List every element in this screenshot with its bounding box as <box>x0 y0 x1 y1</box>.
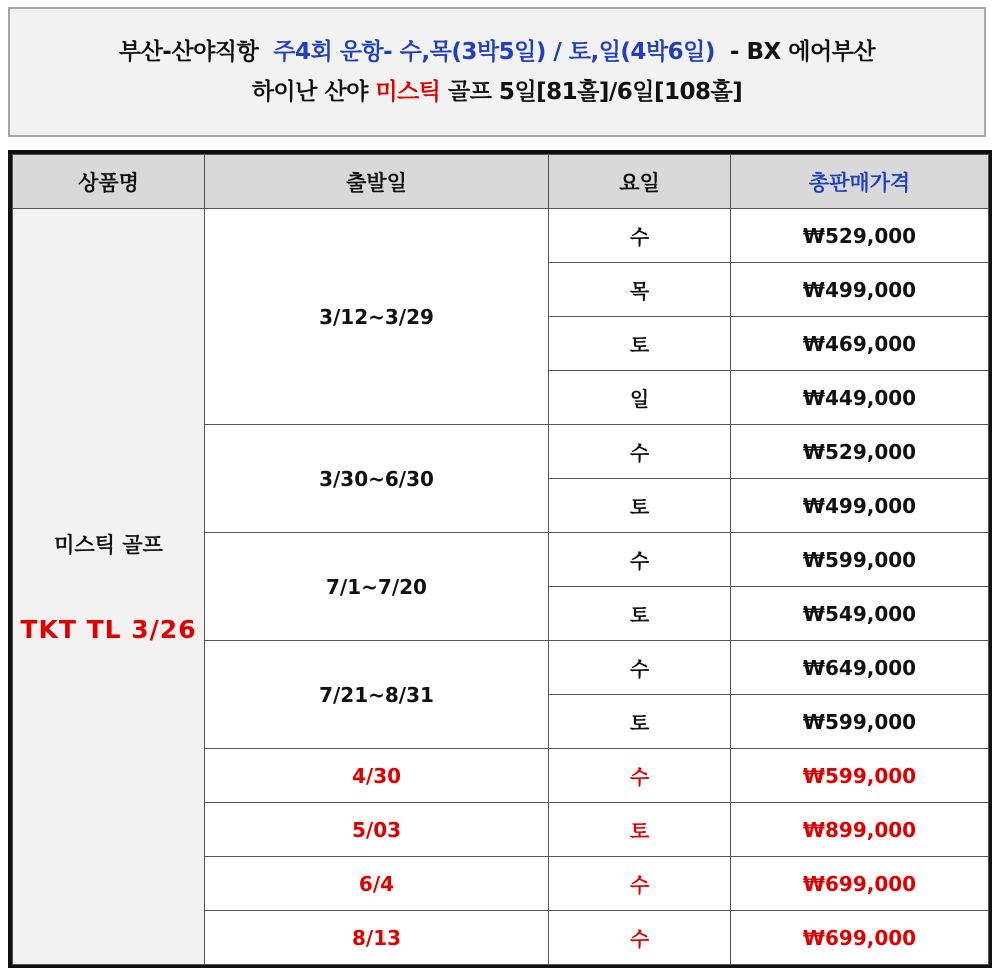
weekday-cell: 수 <box>549 911 731 965</box>
column-header-weekday: 요일 <box>549 155 731 209</box>
special-date: 4/30 <box>205 749 549 803</box>
price-cell: ₩899,000 <box>731 803 989 857</box>
price-cell: ₩499,000 <box>731 263 989 317</box>
table-row <box>13 209 989 263</box>
departure-range: 7/21~8/31 <box>205 641 549 749</box>
product-name: 미스틱 골프 <box>54 533 163 557</box>
departure-range: 3/30~6/30 <box>205 425 549 533</box>
weekday-cell: 수 <box>549 641 731 695</box>
weekday-cell: 일 <box>549 371 731 425</box>
weekday-cell: 수 <box>549 533 731 587</box>
weekday-cell: 토 <box>549 587 731 641</box>
column-header-departure: 출발일 <box>205 155 549 209</box>
price-cell: ₩449,000 <box>731 371 989 425</box>
price-cell: ₩699,000 <box>731 857 989 911</box>
airline-text: - BX 에어부산 <box>714 39 876 65</box>
price-cell: ₩529,000 <box>731 425 989 479</box>
title-banner <box>8 7 986 137</box>
weekday-cell: 토 <box>549 479 731 533</box>
price-table <box>12 154 989 965</box>
schedule-text: 주4회 운항- 수,목(3박5일) / 토,일(4박6일) <box>273 39 715 65</box>
weekday-cell: 목 <box>549 263 731 317</box>
price-cell: ₩499,000 <box>731 479 989 533</box>
price-cell: ₩599,000 <box>731 749 989 803</box>
price-cell: ₩599,000 <box>731 695 989 749</box>
special-date: 6/4 <box>205 857 549 911</box>
package-text: 골프 5일[81홀]/6일[108홀] <box>440 79 743 105</box>
weekday-cell: 수 <box>549 209 731 263</box>
title-line-2 <box>252 72 743 112</box>
route-text: 부산-산야직항 <box>118 39 274 65</box>
ticket-limit: TKT TL 3/26 <box>20 615 197 644</box>
course-name-text: 미스틱 <box>375 79 441 105</box>
departure-range: 3/12~3/29 <box>205 209 549 425</box>
price-cell: ₩469,000 <box>731 317 989 371</box>
table-header-row <box>13 155 989 209</box>
price-cell: ₩549,000 <box>731 587 989 641</box>
price-table-frame <box>8 150 992 968</box>
weekday-cell: 토 <box>549 317 731 371</box>
weekday-cell: 토 <box>549 803 731 857</box>
product-cell <box>13 209 205 965</box>
weekday-cell: 수 <box>549 857 731 911</box>
weekday-cell: 수 <box>549 749 731 803</box>
destination-text: 하이난 산야 <box>251 79 376 105</box>
weekday-cell: 수 <box>549 425 731 479</box>
title-line-1 <box>119 32 875 72</box>
weekday-cell: 토 <box>549 695 731 749</box>
price-cell: ₩649,000 <box>731 641 989 695</box>
column-header-product: 상품명 <box>13 155 205 209</box>
price-cell: ₩699,000 <box>731 911 989 965</box>
departure-range: 7/1~7/20 <box>205 533 549 641</box>
price-cell: ₩599,000 <box>731 533 989 587</box>
column-header-price: 총판매가격 <box>731 155 989 209</box>
special-date: 8/13 <box>205 911 549 965</box>
price-cell: ₩529,000 <box>731 209 989 263</box>
special-date: 5/03 <box>205 803 549 857</box>
